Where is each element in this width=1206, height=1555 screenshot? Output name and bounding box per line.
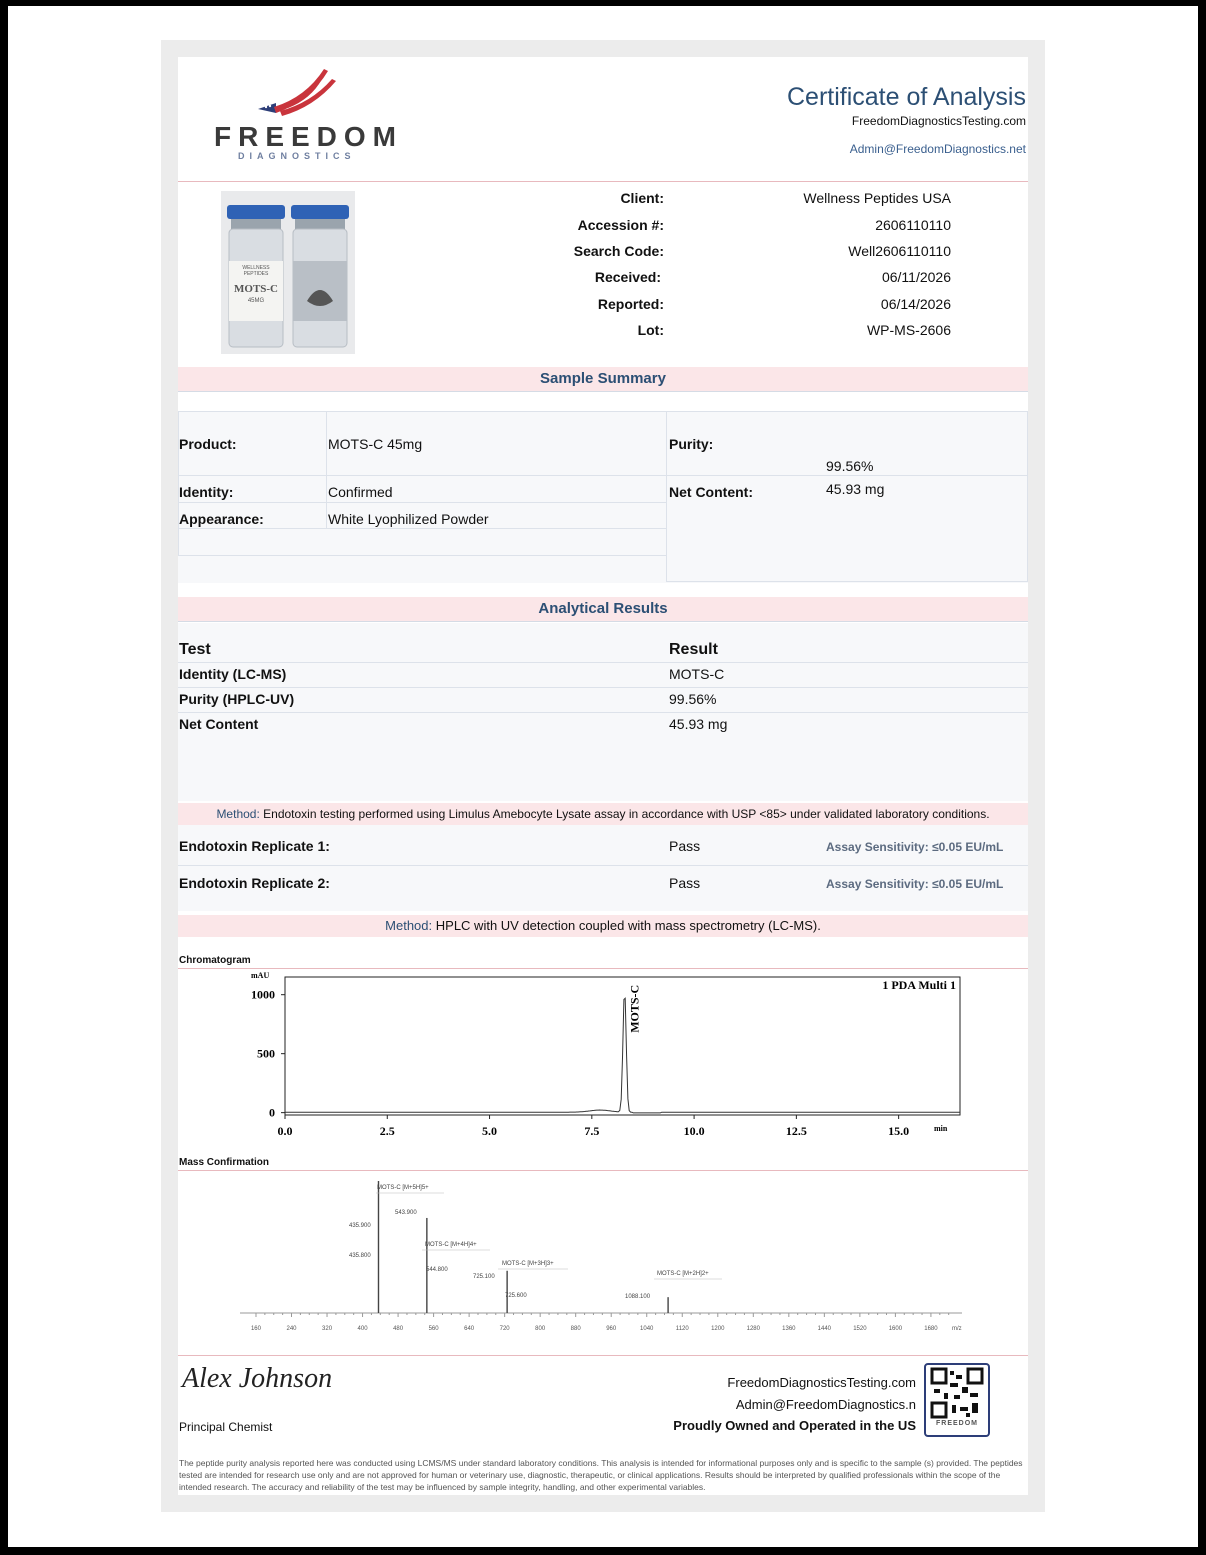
mass-x-tick-label: 480: [393, 1326, 404, 1332]
sample-summary-title: Sample Summary: [178, 367, 1028, 392]
search-code-value: Well2606110110: [848, 243, 951, 259]
hplc-method-band: [178, 915, 1028, 937]
lot-label: Lot:: [637, 322, 664, 338]
test-identity: Identity (LC-MS): [179, 666, 287, 682]
lot-value: WP-MS-2606: [866, 322, 951, 338]
mass-x-tick-label: 640: [464, 1326, 475, 1332]
test-net-content: Net Content: [179, 716, 259, 732]
mass-annotation: 725.600: [505, 1293, 527, 1299]
brand-name: FREEDOM: [214, 121, 403, 152]
accession-value: 2606110110: [875, 217, 951, 233]
endotoxin-replicate-2-label: Endotoxin Replicate 2:: [179, 875, 330, 891]
mass-annotation: 725.100: [473, 1274, 495, 1280]
mass-confirmation-label: Mass Confirmation: [179, 1157, 270, 1168]
analytical-title: Analytical Results: [178, 597, 1028, 622]
mass-x-tick-label: 960: [606, 1326, 617, 1332]
disclaimer-text: The peptide purity analysis reported here was conducted using LCMS/MS under standard laboratory conditions. This analysis is intended for informational purposes only and is specific to the sample (s) provided. The peptides tested are intended for research use only and are not approved for human or veterinary use, diagnostic, therapeutic, or clinical applications. Results should be interpreted by qualified professionals within the scope of the intended research. The accuracy and reliability of the test may be influenced by sample integrity, handling, and other experimental variables.: [179, 1458, 1023, 1492]
chromatogram-y-tick-label: 1000: [251, 987, 275, 1002]
endotoxin-method-text: Endotoxin testing performed using Limulus Amebocyte Lysate assay in accordance with USP <85> under validated laboratory conditions.: [263, 807, 990, 821]
mass-annotation: 1088.100: [625, 1294, 651, 1300]
brand-subtitle: DIAGNOSTICS: [238, 151, 356, 161]
mass-annotation: 435.900: [349, 1223, 371, 1229]
mass-x-tick-label: 1120: [675, 1326, 689, 1332]
reported-label: Reported:: [597, 296, 664, 312]
mass-x-tick-label: 1440: [817, 1326, 832, 1332]
chromatogram-x-tick-label: 7.5: [584, 1124, 600, 1138]
product-photo: [221, 191, 355, 354]
endotoxin-replicate-1-sensitivity: Assay Sensitivity: ≤0.05 EU/mL: [826, 840, 1004, 854]
header-email-link[interactable]: Admin@FreedomDiagnostics.net: [849, 142, 1026, 156]
endotoxin-method-band: [178, 803, 1028, 825]
mass-x-tick-label: 400: [357, 1326, 368, 1332]
product-value: MOTS-C 45mg: [328, 436, 423, 452]
client-value: Wellness Peptides USA: [803, 190, 951, 206]
mass-annotation: MOTS-C [M+4H]4+: [425, 1242, 477, 1248]
purity-label: Purity:: [669, 436, 714, 452]
appearance-label: Appearance:: [179, 511, 264, 527]
result-identity: MOTS-C: [669, 666, 725, 682]
chromatogram-x-unit: min: [934, 1124, 948, 1133]
mass-annotation: MOTS-C [M+3H]3+: [502, 1261, 554, 1267]
mass-annotation: MOTS-C [M+2H]2+: [657, 1271, 709, 1277]
mass-x-tick-label: 1200: [711, 1326, 725, 1332]
mass-annotation: MOTS-C [M+5H]5+: [377, 1185, 429, 1191]
result-purity: 99.56%: [669, 691, 717, 707]
chromatogram-x-tick-label: 5.0: [482, 1124, 498, 1138]
mass-x-tick-label: 1360: [782, 1326, 796, 1332]
accession-label: Accession #:: [577, 217, 664, 233]
chromatogram-channel-label: 1 PDA Multi 1: [882, 978, 956, 992]
signer-role: Principal Chemist: [179, 1420, 273, 1434]
test-column-header: Test: [179, 641, 211, 658]
chromatogram-x-tick-label: 10.0: [683, 1124, 705, 1138]
identity-value: Confirmed: [328, 484, 393, 500]
search-code-label: Search Code:: [573, 243, 664, 259]
analytical-table: [178, 623, 1028, 801]
footer-tagline: Proudly Owned and Operated in the US: [673, 1418, 916, 1433]
endotoxin-replicate-1-label: Endotoxin Replicate 1:: [179, 838, 330, 854]
mass-x-tick-label: 1280: [746, 1326, 760, 1332]
mass-x-tick-label: 240: [286, 1326, 297, 1332]
vial-label-name: MOTS-C: [234, 283, 278, 295]
sample-summary-table: [178, 411, 1028, 583]
mass-x-tick-label: 880: [570, 1326, 581, 1332]
header-website-link[interactable]: FreedomDiagnosticsTesting.com: [851, 114, 1026, 128]
mass-annotation: 435.800: [349, 1253, 371, 1259]
client-label: Client:: [620, 190, 664, 206]
hplc-method-label: Method:: [385, 918, 433, 933]
mass-x-tick-label: 1040: [640, 1326, 654, 1332]
chromatogram-x-tick-label: 0.0: [277, 1124, 293, 1138]
qr-code-badge[interactable]: [924, 1363, 990, 1437]
identity-label: Identity:: [179, 484, 234, 500]
document-title: Certificate of Analysis: [787, 83, 1026, 111]
vial-label-brand: WELLNESS PEPTIDES: [242, 265, 270, 277]
hplc-method-text: HPLC with UV detection coupled with mass spectrometry (LC-MS).: [435, 918, 821, 933]
mass-x-tick-label: 160: [250, 1326, 261, 1332]
endotoxin-table: [178, 825, 1028, 911]
chromatogram-label: Chromatogram: [179, 955, 251, 966]
mass-x-unit: m/z: [952, 1326, 962, 1332]
test-purity: Purity (HPLC-UV): [179, 691, 295, 707]
appearance-value: White Lyophilized Powder: [328, 511, 489, 527]
endotoxin-replicate-1-result: Pass: [669, 838, 701, 854]
endotoxin-method-label: Method:: [216, 807, 260, 821]
chromatogram-x-tick-label: 2.5: [379, 1124, 395, 1138]
chromatogram-chart: [178, 969, 1028, 1157]
chromatogram-x-tick-label: 12.5: [785, 1124, 807, 1138]
chromatogram-y-tick-label: 0: [269, 1105, 275, 1120]
received-value: 06/11/2026: [881, 269, 951, 285]
mass-x-tick-label: 1520: [853, 1326, 867, 1332]
chromatogram-y-tick-label: 500: [257, 1046, 275, 1061]
mass-annotation: 544.800: [426, 1267, 448, 1273]
chromatogram-y-unit: mAU: [251, 971, 270, 980]
result-net-content: 45.93 mg: [669, 716, 728, 732]
mass-x-tick-label: 800: [535, 1326, 546, 1332]
reported-value: 06/14/2026: [880, 296, 951, 312]
chromatogram-peak-label: MOTS-C: [627, 984, 642, 1033]
mass-x-tick-label: 1680: [924, 1326, 938, 1332]
qr-code-icon: [926, 1365, 988, 1419]
mass-x-tick-label: 720: [499, 1326, 510, 1332]
product-label: Product:: [179, 436, 237, 452]
mass-x-tick-label: 560: [428, 1326, 439, 1332]
received-label: Received:: [594, 269, 661, 285]
result-column-header: Result: [669, 641, 718, 658]
net-content-label: Net Content:: [669, 484, 753, 500]
flag-logo-icon: [256, 67, 346, 117]
mass-annotation: 543.900: [395, 1210, 417, 1216]
net-content-value: 45.93 mg: [826, 481, 885, 497]
footer-website-link[interactable]: FreedomDiagnosticsTesting.com: [727, 1375, 916, 1390]
header-divider: [178, 181, 1028, 182]
signature: Alex Johnson: [182, 1363, 333, 1394]
chromatogram-x-tick-label: 15.0: [888, 1124, 910, 1138]
purity-value: 99.56%: [826, 458, 874, 474]
footer-email-link[interactable]: Admin@FreedomDiagnostics.n: [735, 1397, 916, 1412]
endotoxin-replicate-2-sensitivity: Assay Sensitivity: ≤0.05 EU/mL: [826, 877, 1004, 891]
qr-brand-label: FREEDOM: [936, 1420, 978, 1427]
mass-x-tick-label: 1600: [888, 1326, 903, 1332]
mass-spectrum-chart: [178, 1171, 1028, 1341]
certificate-page: [178, 57, 1028, 1495]
chromatogram-trace: [285, 998, 960, 1113]
vial-label-dose: 45MG: [247, 298, 265, 304]
mass-x-tick-label: 320: [322, 1326, 333, 1332]
endotoxin-replicate-2-result: Pass: [669, 875, 701, 891]
